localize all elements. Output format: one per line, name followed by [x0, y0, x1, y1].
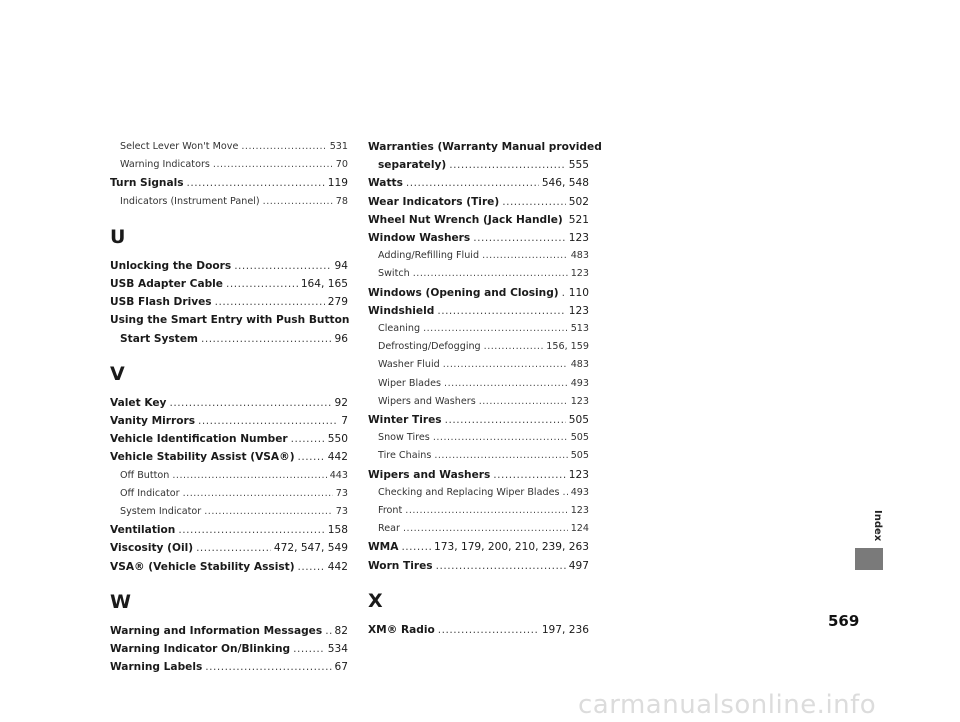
entry-term: Wiper Blades [378, 377, 442, 389]
entry-term: Washer Fluid [378, 359, 440, 371]
entry-term: Using the Smart Entry with Push Button [110, 314, 350, 327]
entry-pages: 550 [327, 433, 348, 446]
entry-pages: 534 [327, 643, 348, 656]
index-entry [368, 138, 602, 156]
entry-pages: 505 [570, 450, 589, 462]
dot-leader [562, 484, 567, 502]
entry-pages: 123 [570, 268, 589, 280]
entry-term: Windshield [368, 304, 435, 317]
entry-pages: 502 [568, 195, 589, 208]
index-entry [110, 448, 348, 466]
index-entry [368, 284, 589, 302]
index-entry [110, 558, 348, 576]
entry-term: Viscosity (Oil) [110, 542, 194, 555]
entry-pages: 546, 548 [541, 177, 589, 190]
index-subentry [368, 265, 589, 283]
dot-leader [298, 448, 325, 466]
dot-leader [473, 229, 566, 247]
index-column-1 [110, 138, 348, 676]
index-subentry [110, 138, 348, 156]
entry-pages: 73 [335, 506, 348, 518]
index-entry [368, 156, 589, 174]
dot-leader [445, 411, 566, 429]
entry-pages: 70 [335, 159, 348, 171]
index-subentry [368, 502, 589, 520]
index-entry [110, 539, 348, 557]
dot-leader [178, 521, 324, 539]
entry-term: XM® Radio [368, 623, 435, 636]
dot-leader [434, 447, 567, 465]
section-letter: U [110, 225, 126, 248]
index-entry [368, 538, 589, 556]
entry-pages: 483 [570, 250, 589, 262]
entry-term: USB Flash Drives [110, 296, 212, 309]
dot-leader [443, 356, 568, 374]
entry-pages: 279 [327, 296, 348, 309]
entry-term: Cleaning [378, 323, 421, 335]
entry-term: Warning Indicator On/Blinking [110, 643, 291, 656]
entry-pages: 73 [335, 487, 348, 499]
index-entry [368, 466, 589, 484]
dot-leader [215, 293, 325, 311]
dot-leader [263, 193, 333, 211]
index-entry [368, 557, 589, 575]
entry-pages: 531 [329, 141, 348, 152]
dot-leader [183, 485, 333, 503]
dot-leader [449, 156, 566, 174]
entry-term: Off Button [120, 469, 170, 481]
section-letter: V [110, 362, 125, 385]
entry-term: VSA® (Vehicle Stability Assist) [110, 560, 295, 573]
dot-leader [438, 621, 539, 639]
entry-pages: 443 [329, 469, 348, 481]
entry-pages: 442 [327, 451, 348, 464]
entry-pages: 483 [570, 359, 589, 371]
index-entry [368, 302, 589, 320]
index-column-2 [368, 138, 602, 639]
dot-leader [234, 257, 331, 275]
entry-pages: 442 [327, 560, 348, 573]
entry-pages: 505 [570, 432, 589, 444]
entry-pages: 119 [327, 177, 348, 190]
entry-term: Valet Key [110, 396, 167, 409]
section-letter: W [110, 590, 131, 613]
entry-term: Vehicle Stability Assist (VSA®) [110, 451, 295, 464]
entry-term: Unlocking the Doors [110, 259, 232, 272]
dot-leader [484, 338, 544, 356]
dot-leader [226, 275, 298, 293]
index-subentry [368, 520, 589, 538]
index-subentry [110, 485, 348, 503]
index-entry [110, 394, 348, 412]
index-subentry [110, 156, 348, 174]
entry-term: Wheel Nut Wrench (Jack Handle) [368, 213, 563, 226]
dot-leader [196, 539, 271, 557]
dot-leader [401, 538, 431, 556]
entry-term: Warranties (Warranty Manual provided [368, 141, 602, 153]
index-entry [110, 257, 348, 275]
dot-leader [187, 174, 325, 192]
dot-leader [406, 174, 539, 192]
dot-leader [204, 503, 333, 521]
index-entry [110, 640, 348, 658]
index-entry [110, 622, 348, 640]
entry-term: Ventilation [110, 524, 176, 537]
entry-pages: 521 [568, 213, 590, 226]
dot-leader [241, 138, 326, 156]
index-subentry [110, 503, 348, 521]
side-tab-label: Index [872, 510, 883, 542]
entry-pages: 493 [570, 377, 589, 389]
dot-leader [172, 467, 326, 485]
entry-pages: 123 [568, 304, 589, 317]
index-subentry [368, 484, 589, 502]
entry-pages: 158 [327, 524, 348, 537]
index-entry [368, 411, 589, 429]
entry-term: USB Adapter Cable [110, 278, 223, 291]
entry-term: Tire Chains [378, 450, 432, 462]
dot-leader [493, 466, 565, 484]
entry-term: Indicators (Instrument Panel) [120, 195, 260, 207]
entry-term: Vanity Mirrors [110, 415, 196, 428]
entry-pages: 82 [334, 624, 348, 637]
index-entry [110, 293, 348, 311]
dot-leader [482, 247, 568, 265]
dot-leader [444, 375, 568, 393]
entry-pages: 493 [570, 486, 589, 498]
index-subentry [110, 467, 348, 485]
section-letter: X [368, 589, 383, 612]
dot-leader [198, 412, 338, 430]
index-subentry [368, 338, 589, 356]
entry-term: Start System [120, 332, 198, 345]
dot-leader [213, 156, 333, 174]
entry-pages: 124 [570, 523, 589, 535]
entry-pages: 96 [334, 332, 348, 345]
entry-pages: 505 [568, 414, 589, 427]
dot-leader [502, 193, 566, 211]
dot-leader [562, 284, 566, 302]
index-entry [368, 211, 589, 229]
entry-pages: 472, 547, 549 [273, 542, 348, 555]
entry-pages: 123 [570, 505, 589, 517]
entry-term: Worn Tires [368, 559, 433, 572]
entry-pages: 92 [334, 396, 348, 409]
index-subentry [368, 356, 589, 374]
index-subentry [368, 247, 589, 265]
index-entry [368, 193, 589, 211]
entry-pages: 78 [335, 195, 348, 207]
page-number: 569 [828, 612, 860, 630]
entry-term: Wipers and Washers [368, 468, 491, 481]
entry-term: Rear [378, 523, 400, 535]
entry-pages: 123 [570, 395, 589, 407]
index-subentry [368, 429, 589, 447]
entry-pages: 110 [568, 286, 589, 299]
entry-term: Warning and Information Messages [110, 624, 323, 637]
entry-pages: 123 [568, 232, 589, 245]
entry-term: Window Washers [368, 232, 471, 245]
entry-term: System Indicator [120, 506, 202, 518]
index-entry [110, 412, 348, 430]
index-entry [110, 521, 348, 539]
entry-term: Wear Indicators (Tire) [368, 195, 500, 208]
dot-leader [405, 502, 567, 520]
index-entry [368, 621, 589, 639]
entry-term: Turn Signals [110, 177, 184, 190]
entry-term: separately) [378, 159, 447, 172]
dot-leader [205, 658, 331, 676]
index-entry [110, 658, 348, 676]
entry-pages: 7 [341, 415, 348, 428]
dot-leader [298, 558, 325, 576]
entry-pages: 197, 236 [541, 623, 589, 636]
entry-term: Warning Labels [110, 661, 203, 674]
entry-pages: 173, 179, 200, 210, 239, 263 [434, 541, 589, 554]
index-subentry [368, 375, 589, 393]
entry-pages: 67 [334, 661, 348, 674]
entry-term: Watts [368, 177, 403, 190]
entry-pages: 123 [568, 468, 589, 481]
index-entry [110, 330, 348, 348]
entry-term: WMA [368, 541, 399, 554]
entry-term: Snow Tires [378, 432, 430, 444]
entry-pages: 513 [570, 323, 589, 335]
watermark: carmanualsonline.info [578, 690, 877, 720]
entry-pages: 555 [568, 159, 589, 172]
index-subentry [110, 193, 348, 211]
entry-pages: 156, 159 [546, 341, 589, 353]
index-entry [110, 430, 348, 448]
dot-leader [325, 622, 331, 640]
entry-term: Defrosting/Defogging [378, 341, 481, 353]
dot-leader [479, 393, 568, 411]
entry-term: Switch [378, 268, 410, 280]
entry-term: Adding/Refilling Fluid [378, 250, 480, 262]
index-entry [110, 311, 348, 329]
entry-pages: 497 [568, 559, 589, 572]
entry-term: Front [378, 505, 403, 517]
dot-leader [293, 640, 325, 658]
entry-term: Wipers and Washers [378, 395, 476, 407]
index-entry [368, 174, 589, 192]
index-subentry [368, 320, 589, 338]
index-subentry [368, 447, 589, 465]
entry-term: Select Lever Won't Move [120, 141, 239, 152]
entry-pages: 94 [334, 259, 348, 272]
dot-leader [437, 302, 565, 320]
entry-term: Windows (Opening and Closing) [368, 286, 559, 299]
entry-term: Winter Tires [368, 414, 442, 427]
entry-term: Checking and Replacing Wiper Blades [378, 486, 560, 498]
dot-leader [433, 429, 568, 447]
dot-leader [291, 430, 325, 448]
entry-term: Vehicle Identification Number [110, 433, 288, 446]
entry-term: Warning Indicators [120, 159, 210, 171]
dot-leader [169, 394, 331, 412]
index-entry [110, 275, 348, 293]
dot-leader [403, 520, 568, 538]
dot-leader [201, 330, 332, 348]
index-entry [368, 229, 589, 247]
index-entry [110, 174, 348, 192]
entry-pages: 164, 165 [300, 278, 348, 291]
dot-leader [413, 265, 568, 283]
dot-leader [436, 557, 566, 575]
entry-term: Off Indicator [120, 487, 180, 499]
dot-leader [423, 320, 568, 338]
index-subentry [368, 393, 589, 411]
side-tab-marker [855, 548, 883, 570]
